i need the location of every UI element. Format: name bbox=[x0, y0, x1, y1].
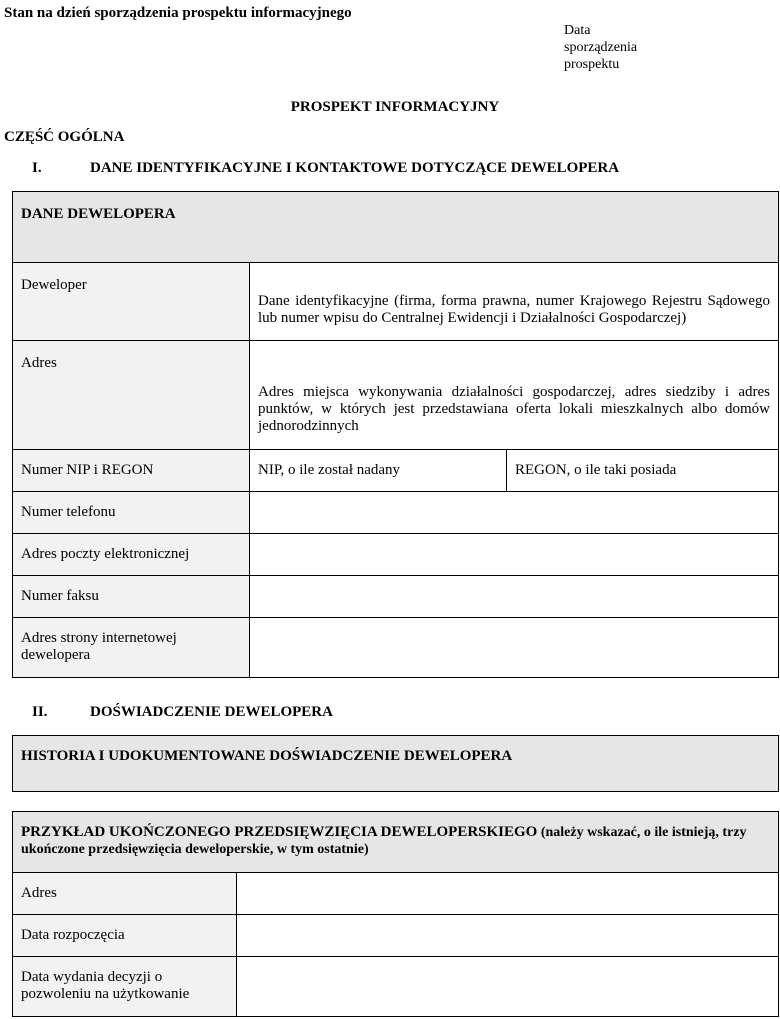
row-value-regon: REGON, o ile taki posiada bbox=[507, 450, 779, 492]
document-status: Stan na dzień sporządzenia prospektu informacyjnego bbox=[4, 5, 352, 21]
row-value-email bbox=[250, 534, 779, 576]
example-project-table bbox=[12, 811, 779, 1017]
section-number: II. bbox=[32, 704, 48, 720]
row-label-fax: Numer faksu bbox=[13, 576, 250, 618]
row-label-start-date: Data rozpoczęcia bbox=[13, 915, 237, 957]
history-table bbox=[12, 735, 779, 792]
row-value-project-address bbox=[237, 873, 779, 915]
row-value-occupancy-permit-date bbox=[237, 957, 779, 1017]
document-title: PROSPEKT INFORMACYJNY bbox=[290, 99, 500, 115]
row-value-nip: NIP, o ile został nadany bbox=[250, 450, 507, 492]
table-header: DANE DEWELOPERA bbox=[13, 192, 779, 263]
row-label-address: Adres bbox=[13, 341, 250, 450]
row-value-developer: Dane identyfikacyjne (firma, forma prawna, numer Krajowego Rejestru Sądowego lub numer wpisu do Centralnej Ewidencji i Działalności Gospodarczej) bbox=[250, 263, 779, 341]
history-header: HISTORIA I UDOKUMENTOWANE DOŚWIADCZENIE DEWELOPERA bbox=[13, 736, 779, 792]
row-value-website bbox=[250, 618, 779, 678]
developer-data-table bbox=[12, 191, 779, 678]
row-label-email: Adres poczty elektronicznej bbox=[13, 534, 250, 576]
row-label-website: Adres strony internetowej dewelopera bbox=[13, 618, 250, 678]
row-value-address: Adres miejsca wykonywania działalności gospodarczej, adres siedziby i adres punktów, w których jest przedstawiana oferta lokali mieszkalnych albo domów jednorodzinnych bbox=[250, 341, 779, 450]
example-header-title: PRZYKŁAD UKOŃCZONEGO PRZEDSIĘWZIĘCIA DEWELOPERSKIEGO bbox=[21, 824, 538, 840]
row-label-project-address: Adres bbox=[13, 873, 237, 915]
row-label-phone: Numer telefonu bbox=[13, 492, 250, 534]
section-number: I. bbox=[32, 160, 42, 176]
date-label bbox=[564, 22, 684, 73]
row-value-fax bbox=[250, 576, 779, 618]
section-title: DOŚWIADCZENIE DEWELOPERA bbox=[90, 704, 333, 720]
date-label-line: Data bbox=[564, 23, 591, 38]
row-label-nip-regon: Numer NIP i REGON bbox=[13, 450, 250, 492]
row-value-phone bbox=[250, 492, 779, 534]
date-label-line: sporządzenia bbox=[564, 40, 638, 55]
row-label-developer: Deweloper bbox=[13, 263, 250, 341]
example-header bbox=[13, 812, 779, 873]
example-header-note: (należy wskazać, o ile istnieją, trzy ukończone przedsięwzięcia deweloperskie, w tym ostatnie) bbox=[21, 825, 747, 857]
date-label-line: prospektu bbox=[564, 57, 620, 72]
part-title: CZĘŚĆ OGÓLNA bbox=[4, 129, 125, 145]
section-title: DANE IDENTYFIKACYJNE I KONTAKTOWE DOTYCZĄCE DEWELOPERA bbox=[90, 160, 620, 176]
row-value-start-date bbox=[237, 915, 779, 957]
row-label-occupancy-permit-date: Data wydania decyzji o pozwoleniu na użytkowanie bbox=[13, 957, 237, 1017]
